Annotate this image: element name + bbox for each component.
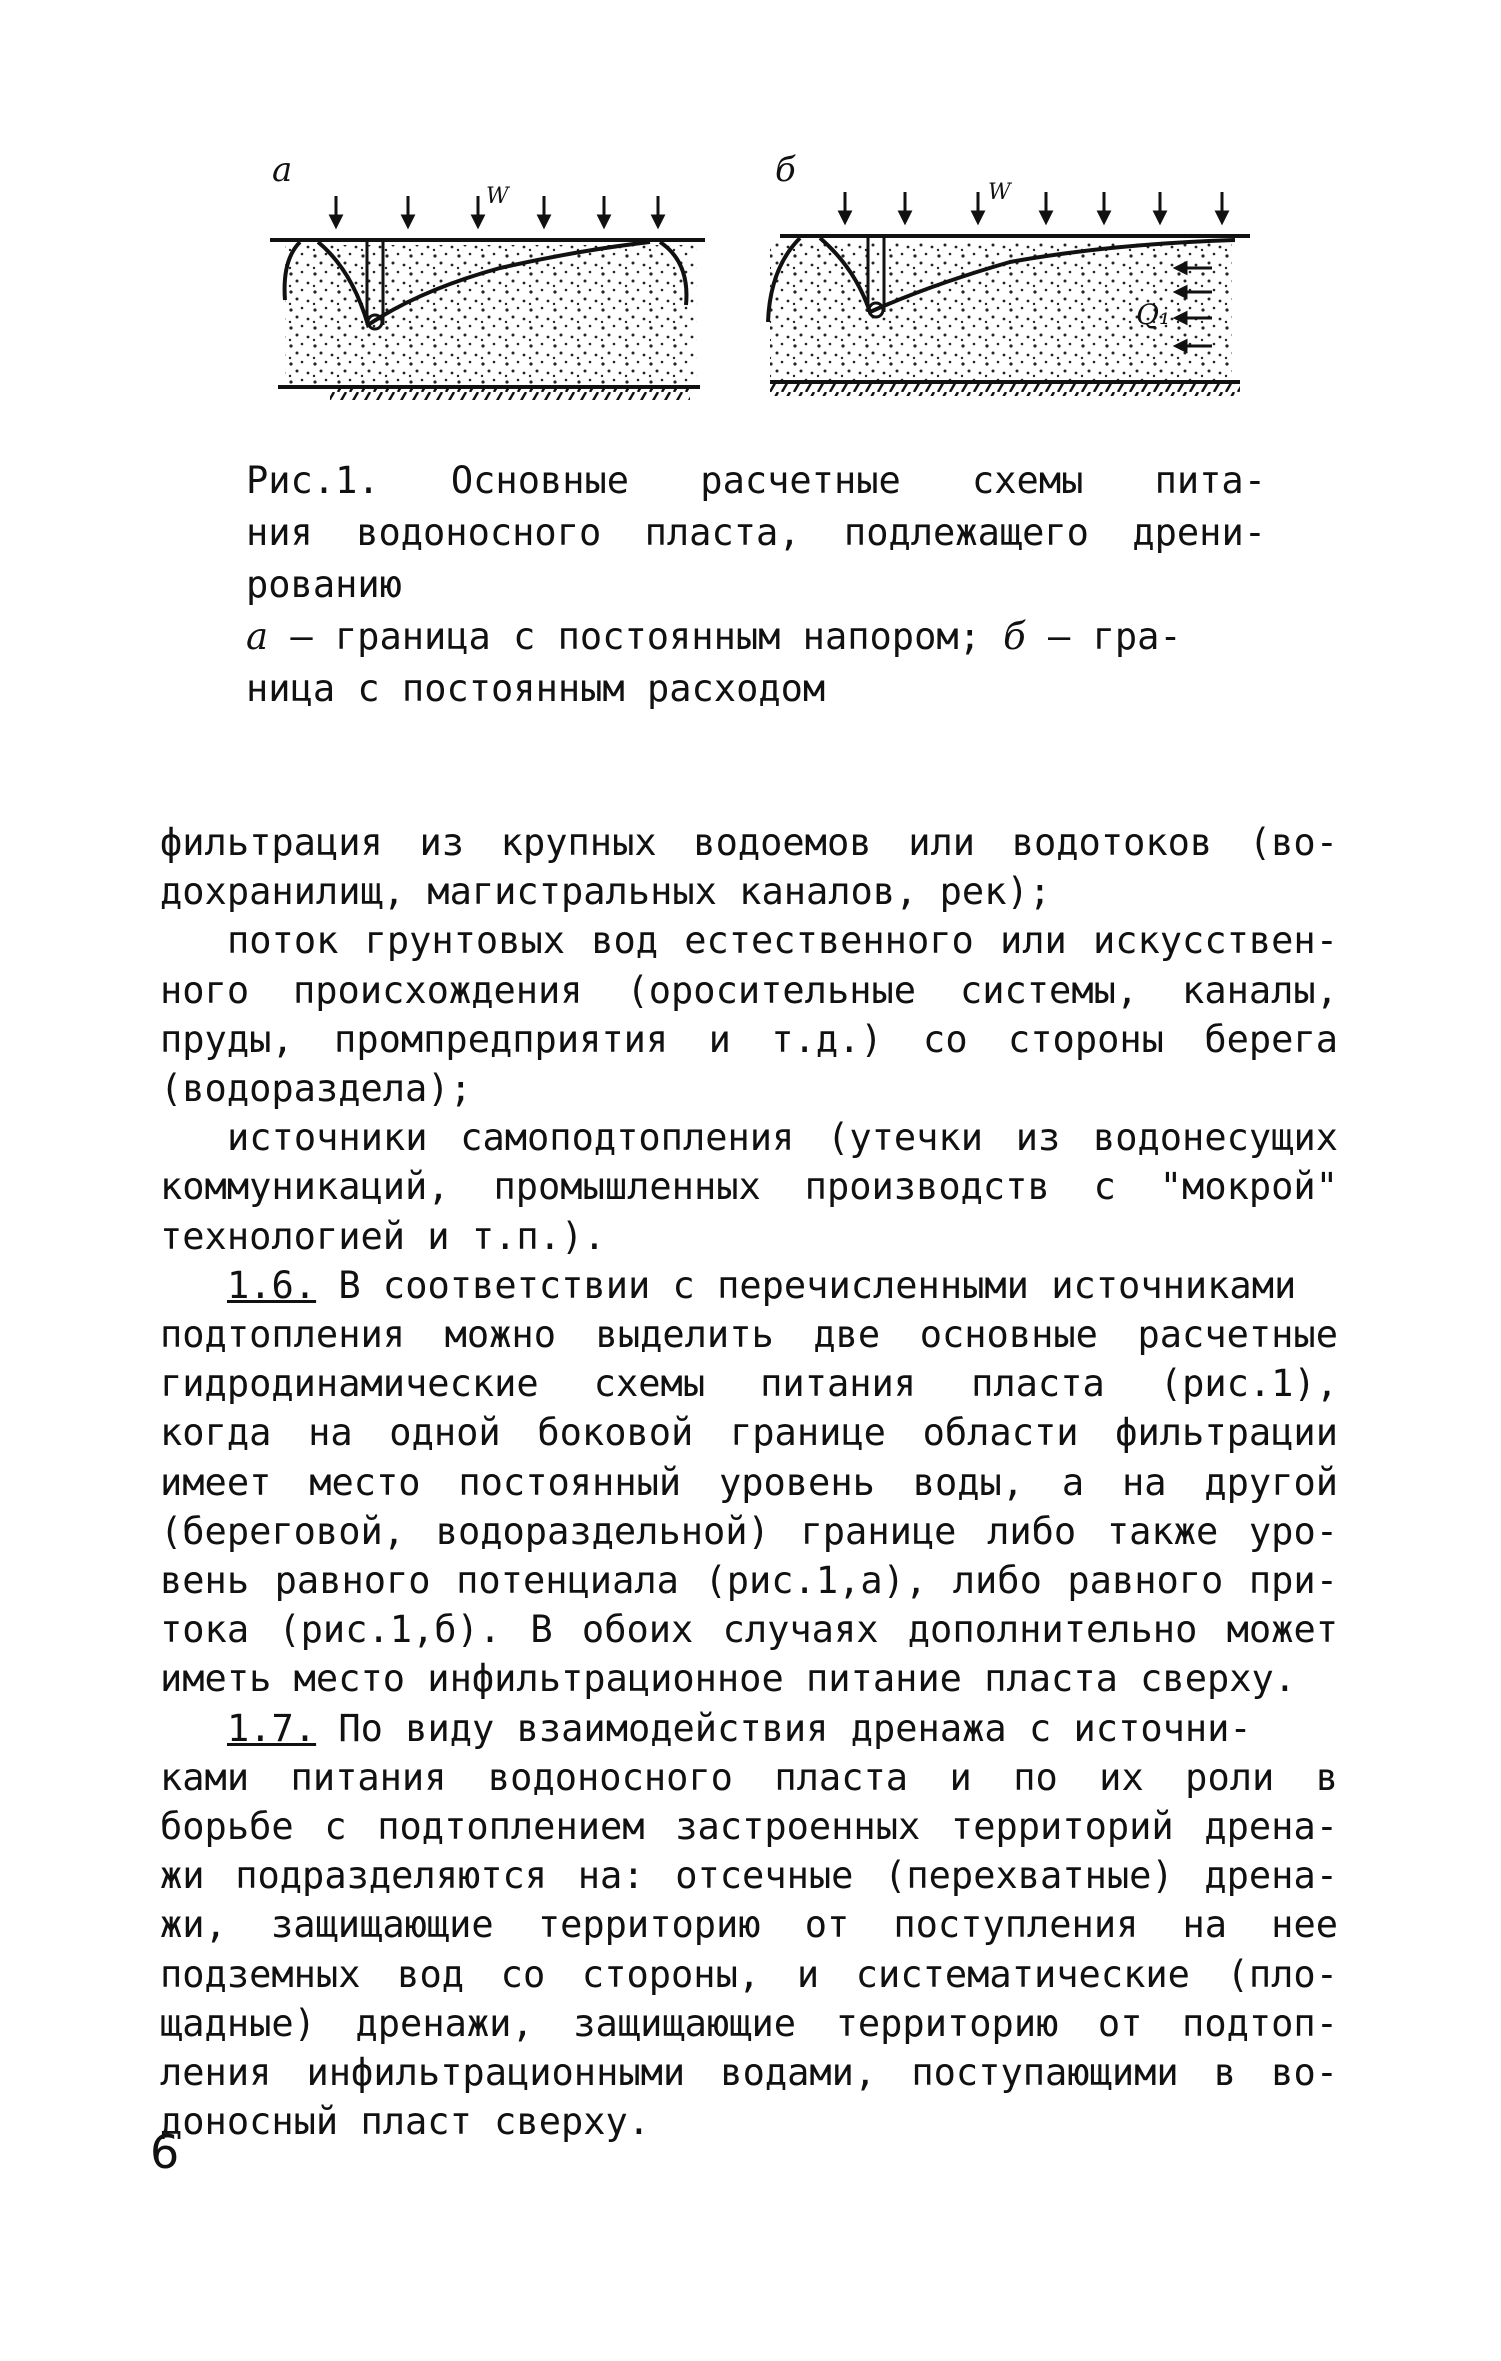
recharge-label-a: W [486, 184, 509, 209]
recharge-label-b: W [988, 180, 1011, 205]
panel-a-label: а [272, 150, 293, 190]
section-1-7-first-line [160, 1704, 1338, 1753]
legend-a-marker: а [246, 615, 269, 658]
text-line: фильтрация из крупных водоемов или водотоков (во- [160, 821, 1338, 864]
text-line: ного происхождения (оросительные системы, каналы, [160, 968, 1338, 1012]
text-line: тока (рис.1,б). В обоих случаях дополнительно может [160, 1608, 1338, 1652]
text-line: дохранилищ, магистральных каналов, рек); [160, 870, 1052, 914]
text-line: гидродинамические схемы питания пласта (рис.1), [160, 1362, 1338, 1406]
caption-line-2: ния водоносного пласта, подлежащего дрени- [246, 511, 1266, 554]
figure-drawing [0, 0, 1501, 420]
figure-caption [246, 455, 1266, 715]
caption-line-3: рованию [246, 563, 402, 606]
text-line: щадные) дренажи, защищающие территорию от подтоп- [160, 2001, 1338, 2045]
text-line: технологией и т.п.). [160, 1214, 606, 1258]
text-line: коммуникаций, промышленных производств с "мокрой" [160, 1165, 1338, 1209]
section-number: 1.6. [227, 1263, 317, 1307]
text-fragment: По виду взаимодействия дренажа с источни- [316, 1706, 1252, 1750]
text-line: жи, защищающие территорию от поступления на нее [160, 1903, 1338, 1947]
panel-b-label: б [775, 150, 796, 190]
page-number: 6 [150, 2125, 180, 2179]
text-line: (водораздела); [160, 1067, 472, 1111]
legend-a-text: – граница с постоянным напором; [268, 615, 981, 658]
caption-legend-line [246, 611, 1266, 663]
legend-b-marker: б [1003, 615, 1026, 658]
panel-b-diagram [768, 180, 1250, 396]
section-number: 1.7. [227, 1706, 317, 1750]
text-line: ками питания водоносного пласта и по их роли в [160, 1755, 1338, 1799]
text-line: борьбе с подтоплением застроенных территорий дрена- [160, 1805, 1338, 1849]
caption-legend-last: ница с постоянным расходом [246, 667, 826, 710]
text-line: подземных вод со стороны, и систематические (пло- [160, 1952, 1338, 1996]
text-line: жи подразделяются на: отсечные (перехватные) дрена- [160, 1854, 1338, 1898]
legend-b-text: – гра- [1025, 615, 1182, 658]
text-line: поток грунтовых вод естественного или искусствен- [227, 919, 1338, 963]
text-line: (береговой, водораздельной) границе либо также уро- [160, 1509, 1338, 1553]
text-line: доносный пласт сверху. [160, 2100, 651, 2144]
section-1-6-first-line [160, 1261, 1338, 1310]
caption-line-1: Рис.1. Основные расчетные схемы пита- [246, 459, 1266, 502]
text-fragment: В соответствии с перечисленными источниками [316, 1263, 1297, 1307]
text-line: имеет место постоянный уровень воды, а на другой [160, 1460, 1338, 1504]
text-line: вень равного потенциала (рис.1,а), либо равного при- [160, 1559, 1338, 1603]
text-line: пруды, промпредприятия и т.д.) со стороны берега [160, 1017, 1338, 1061]
text-line: подтопления можно выделить две основные расчетные [160, 1313, 1338, 1357]
text-line: когда на одной боковой границе области фильтрации [160, 1411, 1338, 1455]
flow-label: Q₁ [1136, 298, 1171, 331]
body-text [160, 818, 1338, 2146]
text-line: ления инфильтрационными водами, поступающими в во- [160, 2051, 1338, 2095]
figure-1 [0, 0, 1501, 420]
panel-a-diagram [270, 184, 705, 400]
text-line: иметь место инфильтрационное питание пласта сверху. [160, 1657, 1297, 1701]
text-line: источники самоподтопления (утечки из водонесущих [227, 1116, 1338, 1160]
